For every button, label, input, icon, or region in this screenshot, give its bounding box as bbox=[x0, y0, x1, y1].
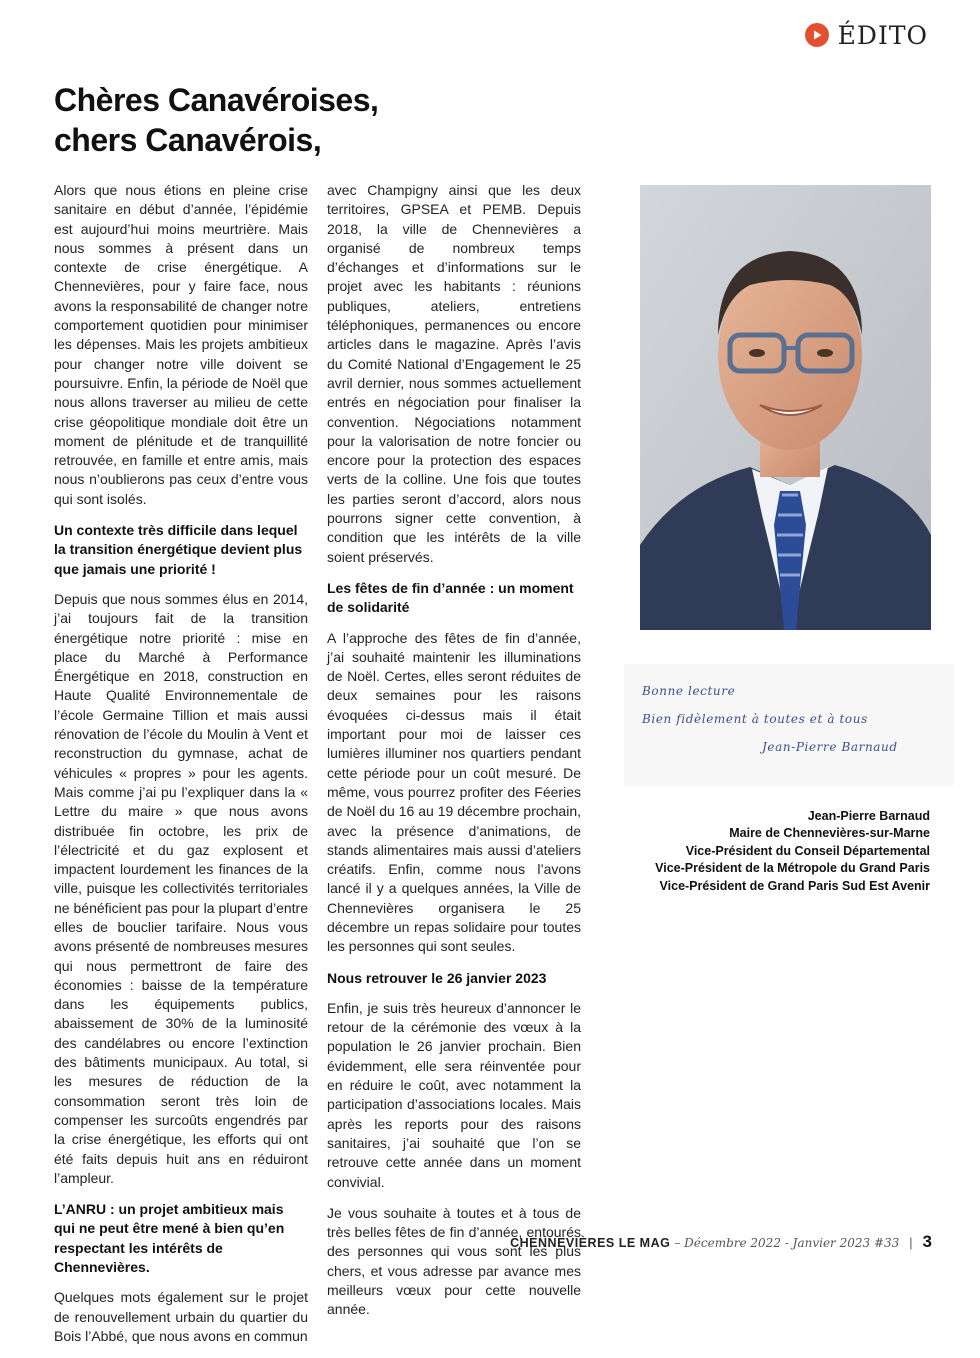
text-column-1 bbox=[54, 181, 308, 1358]
issue-date: – Décembre 2022 - Janvier 2023 #33 bbox=[674, 1236, 900, 1250]
author-name: Jean-Pierre Barnaud bbox=[807, 809, 930, 823]
author-role: Vice-Président de la Métropole du Grand Paris bbox=[655, 861, 930, 876]
title-line-2: chers Canavérois, bbox=[54, 122, 322, 158]
subheading: Nous retrouver le 26 janvier 2023 bbox=[327, 969, 547, 986]
paragraph: Alors que nous étions en pleine crise sanitaire en début d’année, l’épidémie est aujourd’hui moins meurtrière. Mais nous sommes à présent dans un contexte de crise énergétique. A Chennevières, pour y faire face, nous avons la responsabilité de changer notre comportement quotidien pour minimiser les dépenses. Mais les projets ambitieux pour changer notre ville doivent se poursuivre. Enfin, la période de Noël que nous allons traverser au milieu de cette crise géopolitique mondiale doit être un moment de plénitude et de tranquillité retrouvée, en famille et entre amis, mais nous n’oublierons pas ceux d’entre vous qui sont isolés. bbox=[54, 182, 308, 507]
signature: Jean-Pierre Barnaud bbox=[762, 740, 898, 754]
paragraph: Depuis que nous sommes élus en 2014, j’ai toujours fait de la transition énergétique notre priorité : mise en place du Marché à Performance Énergétique en 2018, construction en Haute Qualité Environnementale de l’école Germaine Tillion et mais aussi rénovation de l’école du Moulin à Vent et reconstruction du gymnase, achat de véhicules « propres » pour les agents. Mais comme j’ai pu l’expliquer dans la « Lettre du maire » que nous avons distribuée fin octobre, les prix de l’électricité et du gaz explosent et impactent lourdement les finances de la ville, puisque les collectivités territoriales ne bénéficient pas pour la plupart d’entre elles de bouclier tarifaire. Nous vous avons présenté de nombreuses mesures qui nous permettront de faire des économies : baisse de la température dans les équipements publics, abaissement de 30% de la luminosité des candélabres ou encore l’extinction des bâtiments municipaux. Au total, si les mesures de réduction de la consommation seront très loin de compenser les surcoûts engendrés par la crise énergétique, les efforts qui ont été faits depuis huit ans en réduiront l’ampleur. bbox=[54, 590, 308, 1186]
page-footer bbox=[510, 1232, 932, 1252]
handwritten-line: Bonne lecture bbox=[642, 684, 736, 698]
section-header bbox=[805, 18, 928, 52]
play-circle-icon bbox=[805, 23, 829, 47]
title-line-1: Chères Canavéroises, bbox=[54, 82, 379, 118]
handwritten-note bbox=[624, 664, 954, 786]
author-role: Vice-Président du Conseil Départemental bbox=[685, 843, 930, 858]
paragraph: A l’approche des fêtes de fin d’année, j’ai souhaité maintenir les illuminations de Noël. Certes, elles seront réduites de deux semaines pour les raisons évoquées ci-dessus mais il était important pour moi de laisser ces lumières illuminer nos quartiers pendant cette période pour un coût mesuré. De même, vous pourrez profiter des Féeries de Noël du 16 au 19 décembre prochain, avec la présence d’animations, de stands alimentaires mais aussi d’ateliers créatifs. Enfin, comme nous l’avons lancé il y a quelques années, la Ville de Chennevières organisera le 25 décembre un repas solidaire pour toutes les personnes qui sont seules. bbox=[327, 629, 581, 955]
page-number: 3 bbox=[922, 1232, 932, 1251]
paragraph: Enfin, je suis très heureux d’annoncer le retour de la cérémonie des vœux à la population le 26 janvier prochain. Bien évidemment, elle sera réinventée pour en réduire le coût, avec notamment la participation d’associations locales. Mais après les reports pour des raisons sanitaires, j’ai souhaité que l’on se retrouve cette année dans un moment convivial. bbox=[327, 999, 581, 1190]
author-role: Vice-Président de Grand Paris Sud Est Avenir bbox=[659, 878, 930, 893]
text-column-2 bbox=[327, 181, 581, 1332]
mayor-portrait-photo bbox=[640, 185, 931, 630]
subheading: Les fêtes de fin d’année : un moment de solidarité bbox=[327, 579, 574, 616]
paragraph: Je vous souhaite à toutes et à tous de très belles fêtes de fin d’année, entourés des personnes qui vous sont les plus chers, et vous adresse par avance mes meilleurs vœux pour cette nouvelle année. bbox=[327, 1204, 581, 1318]
author-role: Maire de Chennevières-sur-Marne bbox=[729, 826, 930, 841]
subheading: L’ANRU : un projet ambitieux mais qui ne peut être mené à bien qu’en respectant les intérêts de Chennevières. bbox=[54, 1201, 285, 1276]
author-credits bbox=[655, 808, 930, 895]
handwritten-line: Bien fidèlement à toutes et à tous bbox=[642, 712, 868, 726]
page-title bbox=[54, 80, 574, 160]
paragraph: Quelques mots également sur le projet de renouvellement urbain du quartier du Bois l’Abbé, que nous avons en commun bbox=[54, 1289, 308, 1344]
section-label: ÉDITO bbox=[837, 20, 928, 50]
footer-separator: | bbox=[909, 1236, 913, 1250]
magazine-title: CHENNEVIÈRES LE MAG bbox=[510, 1236, 671, 1250]
subheading: Un contexte très difficile dans lequel la transition énergétique devient plus que jamais une priorité ! bbox=[54, 522, 303, 577]
paragraph: avec Champigny ainsi que les deux territoires, GPSEA et PEMB. Depuis 2018, la ville de Chennevières a organisé de nombreux temps d’échanges et d’informations sur le projet avec les habitants : réunions publiques, ateliers, entretiens téléphoniques, permanences ou encore articles dans le magazine. Après l’avis du Comité National d’Engagement le 25 avril dernier, nous sommes actuellement entrés en négociation pour finaliser la convention. Négociations notamment pour la valorisation de notre foncier ou encore pour la protection des espaces verts de la colline. Une fois que toutes les parties seront d’accord, alors nous pourrons signer cette convention, à condition que les intérêts de la ville soient préservés. bbox=[327, 182, 581, 565]
